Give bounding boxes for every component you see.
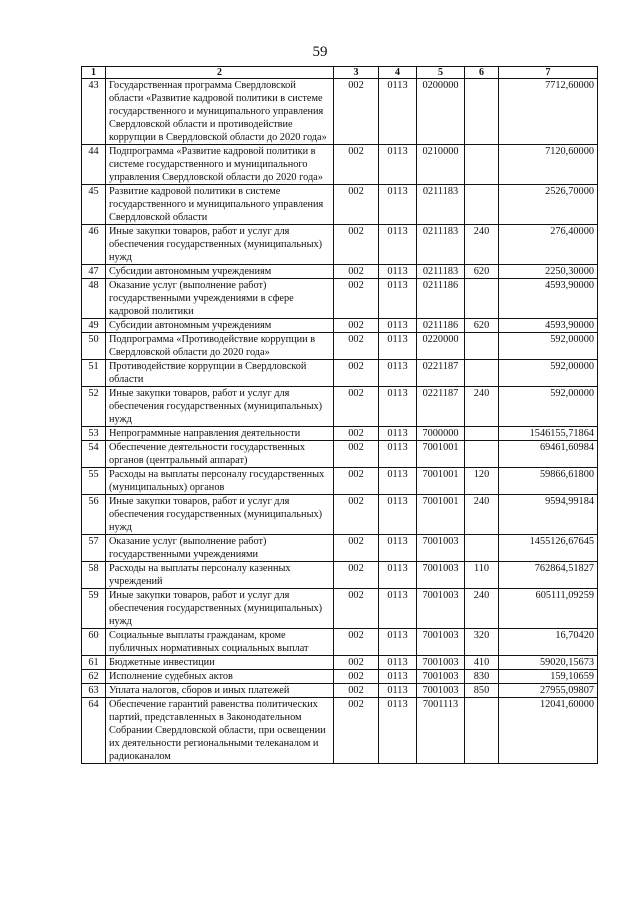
expense-type-code bbox=[465, 441, 499, 468]
row-number: 52 bbox=[82, 387, 106, 427]
table-row bbox=[82, 427, 598, 441]
section-code: 0113 bbox=[379, 319, 417, 333]
target-article-code: 0211186 bbox=[417, 279, 465, 319]
expense-name: Обеспечение деятельности государственных органов (центральный аппарат) bbox=[106, 441, 334, 468]
amount: 592,00000 bbox=[499, 387, 598, 427]
department-code: 002 bbox=[334, 145, 379, 185]
amount: 762864,51827 bbox=[499, 562, 598, 589]
expense-type-code: 620 bbox=[465, 265, 499, 279]
row-number: 56 bbox=[82, 495, 106, 535]
department-code: 002 bbox=[334, 629, 379, 656]
target-article-code: 7001001 bbox=[417, 468, 465, 495]
department-code: 002 bbox=[334, 562, 379, 589]
section-code: 0113 bbox=[379, 279, 417, 319]
amount: 7120,60000 bbox=[499, 145, 598, 185]
section-code: 0113 bbox=[379, 333, 417, 360]
amount: 605111,09259 bbox=[499, 589, 598, 629]
section-code: 0113 bbox=[379, 387, 417, 427]
row-number: 43 bbox=[82, 79, 106, 145]
target-article-code: 7001001 bbox=[417, 441, 465, 468]
section-code: 0113 bbox=[379, 441, 417, 468]
department-code: 002 bbox=[334, 225, 379, 265]
section-code: 0113 bbox=[379, 684, 417, 698]
target-article-code: 7001003 bbox=[417, 629, 465, 656]
expense-type-code bbox=[465, 185, 499, 225]
expense-type-code bbox=[465, 279, 499, 319]
table-body bbox=[82, 79, 598, 764]
page-number: 59 bbox=[312, 44, 328, 60]
row-number: 60 bbox=[82, 629, 106, 656]
section-code: 0113 bbox=[379, 427, 417, 441]
row-number: 64 bbox=[82, 698, 106, 764]
expense-name: Подпрограмма «Развитие кадровой политики в системе государственного и муниципального управления Свердловской области до 2020 года» bbox=[106, 145, 334, 185]
expense-type-code bbox=[465, 333, 499, 360]
amount: 59866,61800 bbox=[499, 468, 598, 495]
expense-name: Непрограммные направления деятельности bbox=[106, 427, 334, 441]
target-article-code: 7001113 bbox=[417, 698, 465, 764]
amount: 9594,99184 bbox=[499, 495, 598, 535]
amount: 592,00000 bbox=[499, 333, 598, 360]
expense-type-code: 320 bbox=[465, 629, 499, 656]
target-article-code: 0210000 bbox=[417, 145, 465, 185]
expense-type-code: 410 bbox=[465, 656, 499, 670]
expense-name: Расходы на выплаты персоналу казенных учреждений bbox=[106, 562, 334, 589]
expense-type-code: 110 bbox=[465, 562, 499, 589]
expense-type-code: 240 bbox=[465, 495, 499, 535]
department-code: 002 bbox=[334, 468, 379, 495]
section-code: 0113 bbox=[379, 670, 417, 684]
row-number: 62 bbox=[82, 670, 106, 684]
row-number: 58 bbox=[82, 562, 106, 589]
amount: 16,70420 bbox=[499, 629, 598, 656]
department-code: 002 bbox=[334, 698, 379, 764]
department-code: 002 bbox=[334, 589, 379, 629]
section-code: 0113 bbox=[379, 79, 417, 145]
row-number: 51 bbox=[82, 360, 106, 387]
row-number: 49 bbox=[82, 319, 106, 333]
target-article-code: 7001003 bbox=[417, 656, 465, 670]
department-code: 002 bbox=[334, 265, 379, 279]
department-code: 002 bbox=[334, 279, 379, 319]
department-code: 002 bbox=[334, 684, 379, 698]
row-number: 59 bbox=[82, 589, 106, 629]
expense-type-code bbox=[465, 360, 499, 387]
expense-name: Социальные выплаты гражданам, кроме публичных нормативных социальных выплат bbox=[106, 629, 334, 656]
row-number: 46 bbox=[82, 225, 106, 265]
section-code: 0113 bbox=[379, 468, 417, 495]
section-code: 0113 bbox=[379, 656, 417, 670]
expense-type-code bbox=[465, 79, 499, 145]
section-code: 0113 bbox=[379, 185, 417, 225]
expense-type-code: 240 bbox=[465, 387, 499, 427]
table-row bbox=[82, 629, 598, 656]
row-number: 47 bbox=[82, 265, 106, 279]
expense-name: Иные закупки товаров, работ и услуг для обеспечения государственных (муниципальных) нужд bbox=[106, 495, 334, 535]
amount: 59020,15673 bbox=[499, 656, 598, 670]
department-code: 002 bbox=[334, 670, 379, 684]
section-code: 0113 bbox=[379, 562, 417, 589]
table-row bbox=[82, 185, 598, 225]
target-article-code: 0221187 bbox=[417, 360, 465, 387]
expense-name: Противодействие коррупции в Свердловской области bbox=[106, 360, 334, 387]
row-number: 63 bbox=[82, 684, 106, 698]
header-col-2: 2 bbox=[106, 67, 334, 79]
target-article-code: 0211186 bbox=[417, 319, 465, 333]
department-code: 002 bbox=[334, 79, 379, 145]
expense-name: Исполнение судебных актов bbox=[106, 670, 334, 684]
table-row bbox=[82, 79, 598, 145]
table-row bbox=[82, 387, 598, 427]
target-article-code: 7001003 bbox=[417, 535, 465, 562]
expense-name: Подпрограмма «Противодействие коррупции в Свердловской области до 2020 года» bbox=[106, 333, 334, 360]
expense-name: Бюджетные инвестиции bbox=[106, 656, 334, 670]
target-article-code: 0211183 bbox=[417, 185, 465, 225]
department-code: 002 bbox=[334, 319, 379, 333]
expense-type-code: 240 bbox=[465, 225, 499, 265]
expense-name: Обеспечение гарантий равенства политических партий, представленных в Законодательном Собрании Свердловской области, при освещении их деятельности региональными телеканалом и радиоканалом bbox=[106, 698, 334, 764]
amount: 276,40000 bbox=[499, 225, 598, 265]
table-row bbox=[82, 468, 598, 495]
table-row bbox=[82, 265, 598, 279]
section-code: 0113 bbox=[379, 495, 417, 535]
expense-type-code bbox=[465, 535, 499, 562]
table-row bbox=[82, 684, 598, 698]
table-row bbox=[82, 589, 598, 629]
expense-name: Иные закупки товаров, работ и услуг для обеспечения государственных (муниципальных) нужд bbox=[106, 225, 334, 265]
table-row bbox=[82, 670, 598, 684]
amount: 1546155,71864 bbox=[499, 427, 598, 441]
table-row bbox=[82, 441, 598, 468]
table-row bbox=[82, 360, 598, 387]
target-article-code: 0200000 bbox=[417, 79, 465, 145]
target-article-code: 7001003 bbox=[417, 684, 465, 698]
target-article-code: 0211183 bbox=[417, 225, 465, 265]
amount: 7712,60000 bbox=[499, 79, 598, 145]
amount: 12041,60000 bbox=[499, 698, 598, 764]
row-number: 61 bbox=[82, 656, 106, 670]
section-code: 0113 bbox=[379, 589, 417, 629]
expense-name: Иные закупки товаров, работ и услуг для обеспечения государственных (муниципальных) нужд bbox=[106, 387, 334, 427]
table-row bbox=[82, 562, 598, 589]
amount: 4593,90000 bbox=[499, 279, 598, 319]
table-row bbox=[82, 535, 598, 562]
row-number: 55 bbox=[82, 468, 106, 495]
expense-type-code: 620 bbox=[465, 319, 499, 333]
amount: 159,10659 bbox=[499, 670, 598, 684]
expense-type-code bbox=[465, 698, 499, 764]
amount: 1455126,67645 bbox=[499, 535, 598, 562]
target-article-code: 7001001 bbox=[417, 495, 465, 535]
expense-name: Государственная программа Свердловской области «Развитие кадровой политики в системе государственного и муниципального управления Свердловской области и противодействие коррупции в Свердловской области до 2020 года» bbox=[106, 79, 334, 145]
expense-type-code bbox=[465, 427, 499, 441]
row-number: 54 bbox=[82, 441, 106, 468]
expense-name: Оказание услуг (выполнение работ) государственными учреждениями bbox=[106, 535, 334, 562]
section-code: 0113 bbox=[379, 225, 417, 265]
target-article-code: 0220000 bbox=[417, 333, 465, 360]
target-article-code: 0221187 bbox=[417, 387, 465, 427]
expense-name: Субсидии автономным учреждениям bbox=[106, 265, 334, 279]
header-col-3: 3 bbox=[334, 67, 379, 79]
budget-table bbox=[81, 66, 598, 764]
expense-name: Уплата налогов, сборов и иных платежей bbox=[106, 684, 334, 698]
amount: 592,00000 bbox=[499, 360, 598, 387]
expense-name: Оказание услуг (выполнение работ) государственными учреждениями в сфере кадровой политики bbox=[106, 279, 334, 319]
department-code: 002 bbox=[334, 185, 379, 225]
expense-name: Субсидии автономным учреждениям bbox=[106, 319, 334, 333]
header-col-4: 4 bbox=[379, 67, 417, 79]
table-row bbox=[82, 225, 598, 265]
row-number: 50 bbox=[82, 333, 106, 360]
row-number: 48 bbox=[82, 279, 106, 319]
expense-type-code: 830 bbox=[465, 670, 499, 684]
table-row bbox=[82, 656, 598, 670]
row-number: 44 bbox=[82, 145, 106, 185]
header-col-5: 5 bbox=[417, 67, 465, 79]
row-number: 57 bbox=[82, 535, 106, 562]
table-row bbox=[82, 698, 598, 764]
section-code: 0113 bbox=[379, 360, 417, 387]
amount: 27955,09807 bbox=[499, 684, 598, 698]
amount: 2526,70000 bbox=[499, 185, 598, 225]
expense-name: Развитие кадровой политики в системе государственного и муниципального управления Свердловской области bbox=[106, 185, 334, 225]
amount: 69461,60984 bbox=[499, 441, 598, 468]
department-code: 002 bbox=[334, 387, 379, 427]
target-article-code: 7001003 bbox=[417, 670, 465, 684]
table-row bbox=[82, 495, 598, 535]
expense-type-code bbox=[465, 145, 499, 185]
expense-name: Расходы на выплаты персоналу государственных (муниципальных) органов bbox=[106, 468, 334, 495]
target-article-code: 7000000 bbox=[417, 427, 465, 441]
department-code: 002 bbox=[334, 441, 379, 468]
department-code: 002 bbox=[334, 360, 379, 387]
header-row bbox=[82, 67, 598, 79]
department-code: 002 bbox=[334, 495, 379, 535]
header-col-1: 1 bbox=[82, 67, 106, 79]
section-code: 0113 bbox=[379, 535, 417, 562]
header-col-7: 7 bbox=[499, 67, 598, 79]
department-code: 002 bbox=[334, 535, 379, 562]
table-row bbox=[82, 333, 598, 360]
expense-type-code: 850 bbox=[465, 684, 499, 698]
section-code: 0113 bbox=[379, 629, 417, 656]
section-code: 0113 bbox=[379, 145, 417, 185]
amount: 2250,30000 bbox=[499, 265, 598, 279]
section-code: 0113 bbox=[379, 698, 417, 764]
row-number: 53 bbox=[82, 427, 106, 441]
department-code: 002 bbox=[334, 427, 379, 441]
row-number: 45 bbox=[82, 185, 106, 225]
header-col-6: 6 bbox=[465, 67, 499, 79]
expense-type-code: 120 bbox=[465, 468, 499, 495]
section-code: 0113 bbox=[379, 265, 417, 279]
expense-name: Иные закупки товаров, работ и услуг для обеспечения государственных (муниципальных) нужд bbox=[106, 589, 334, 629]
target-article-code: 7001003 bbox=[417, 589, 465, 629]
target-article-code: 7001003 bbox=[417, 562, 465, 589]
amount: 4593,90000 bbox=[499, 319, 598, 333]
table-row bbox=[82, 319, 598, 333]
target-article-code: 0211183 bbox=[417, 265, 465, 279]
department-code: 002 bbox=[334, 656, 379, 670]
department-code: 002 bbox=[334, 333, 379, 360]
table-row bbox=[82, 145, 598, 185]
expense-type-code: 240 bbox=[465, 589, 499, 629]
table-row bbox=[82, 279, 598, 319]
